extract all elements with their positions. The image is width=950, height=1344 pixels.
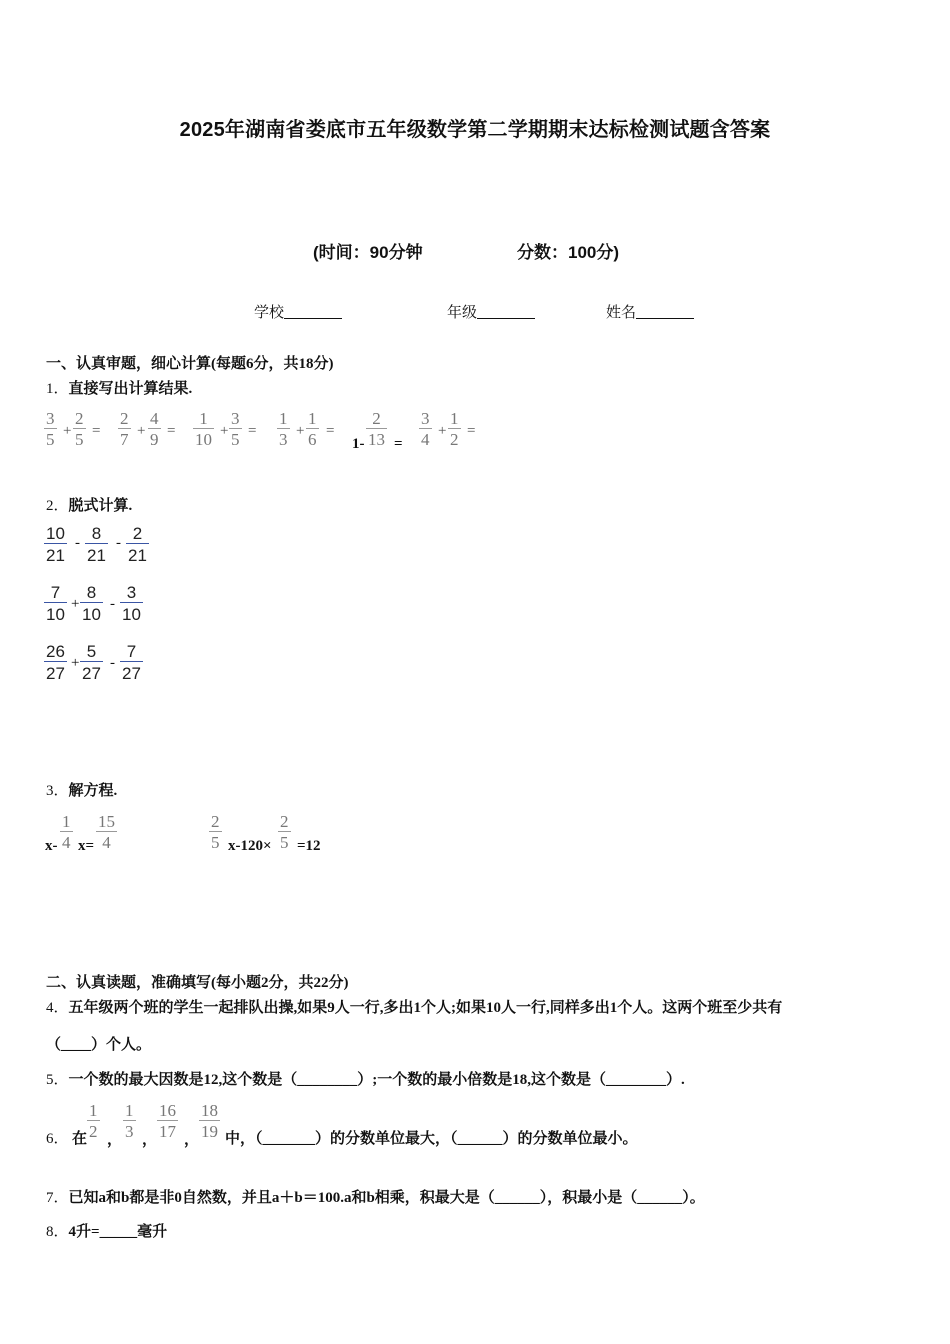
exam-time: (时间：90分钟 [313,243,423,262]
equation-text: x-120× [228,838,272,854]
fraction: 1 3 [125,1101,134,1141]
q1-number: 1． [46,381,69,397]
q4-number: 4． [46,1000,69,1016]
q5-stem [46,1068,685,1089]
operator: - [110,596,115,612]
plus-sign: + [220,423,229,439]
name-field [606,301,694,322]
fraction: 18 19 [201,1101,218,1141]
fraction: 8 10 [82,583,101,624]
fraction: 3 5 [46,409,55,449]
comma: ， [184,1132,200,1148]
equals-sign: = [326,423,335,439]
equation-text: =12 [297,838,321,854]
q2-number: 2． [46,498,69,514]
q4-stem [46,996,782,1017]
fraction: 15 4 [98,812,115,852]
operator: + [71,596,80,612]
school-field [254,301,342,322]
fraction: 7 10 [46,583,65,624]
q3-stem [46,779,117,800]
fraction: 10 21 [46,524,65,565]
q2-text: 脱式计算. [68,498,133,514]
equation-text: x- [45,838,58,854]
fraction: 7 27 [122,642,141,683]
fraction: 4 9 [150,409,159,449]
operator: - [75,535,80,551]
fraction: 2 5 [280,812,289,852]
fraction: 1 2 [450,409,459,449]
name-label: 姓名 [606,305,637,321]
plus-sign: + [438,423,447,439]
fraction: 3 10 [122,583,141,624]
q2-stem [46,494,132,515]
q4-text-line2: （____）个人。 [46,1037,152,1053]
equals-sign: = [467,423,476,439]
fraction: 1 6 [308,409,317,449]
equals-sign: = [92,423,101,439]
equals-sign: = [248,423,257,439]
grade-label: 年级 [447,305,478,321]
q1-text: 直接写出计算结果. [68,381,193,397]
plus-sign: + [137,423,146,439]
name-blank [636,303,694,319]
grade-field [447,301,535,322]
q4-text-line1: 五年级两个班的学生一起排队出操,如果9人一行,多出1个人;如果10人一行,同样多出1个人。这两个班至少共有 [68,1000,783,1016]
section2-heading: 二、认真读题，准确填写(每小题2分，共22分) [46,975,349,991]
plus-sign: + [63,423,72,439]
equals-sign: = [167,423,176,439]
q8-stem [46,1220,167,1241]
comma: ， [107,1132,123,1148]
q6-lead: 在 [72,1131,88,1147]
fraction: 1 3 [279,409,288,449]
q6-number: 6． [46,1131,69,1147]
plus-sign: + [296,423,305,439]
comma: ， [142,1132,158,1148]
fraction: 2 5 [75,409,84,449]
school-blank [284,303,342,319]
q1-stem [46,377,192,398]
q8-number: 8． [46,1224,69,1240]
fraction: 3 4 [421,409,430,449]
exam-score: 分数：100分) [517,243,620,262]
grade-blank [477,303,535,319]
fraction: 16 17 [159,1101,176,1141]
fraction: 5 27 [82,642,101,683]
equation-text: x= [78,838,95,854]
q3-text: 解方程. [68,783,118,799]
one-minus: 1- [352,436,365,452]
fraction: 2 21 [128,524,147,565]
equals-sign: = [394,436,403,452]
operator: + [71,655,80,671]
operator: - [116,535,121,551]
fraction: 1 10 [195,409,212,449]
fraction: 2 5 [211,812,220,852]
fraction: 1 2 [89,1101,98,1141]
fraction: 26 27 [46,642,65,683]
section1-heading: 一、认真审题，细心计算(每题6分，共18分) [46,356,334,372]
q7-text: 已知a和b都是非0自然数，并且a＋b＝100.a和b相乘，积最大是（______），积最小是（______）。 [68,1190,705,1206]
q8-text: 4升=_____毫升 [68,1224,168,1240]
fraction: 8 21 [87,524,106,565]
q4-line2 [46,1033,151,1054]
fraction: 2 7 [120,409,129,449]
page-title: 2025年湖南省娄底市五年级数学第二学期期末达标检测试题含答案 [179,119,771,141]
q3-number: 3． [46,783,69,799]
q7-stem [46,1186,705,1207]
q5-text: 一个数的最大因数是12,这个数是（________）;一个数的最小倍数是18,这个数是（________）. [68,1072,685,1088]
fraction: 1 4 [62,812,71,852]
q5-number: 5． [46,1072,69,1088]
operator: - [110,655,115,671]
fraction: 2 13 [368,409,385,449]
q6-tail: 中，（_______）的分数单位最大，（______）的分数单位最小。 [225,1131,638,1147]
fraction: 3 5 [231,409,240,449]
school-label: 学校 [254,305,285,321]
q7-number: 7． [46,1190,69,1206]
